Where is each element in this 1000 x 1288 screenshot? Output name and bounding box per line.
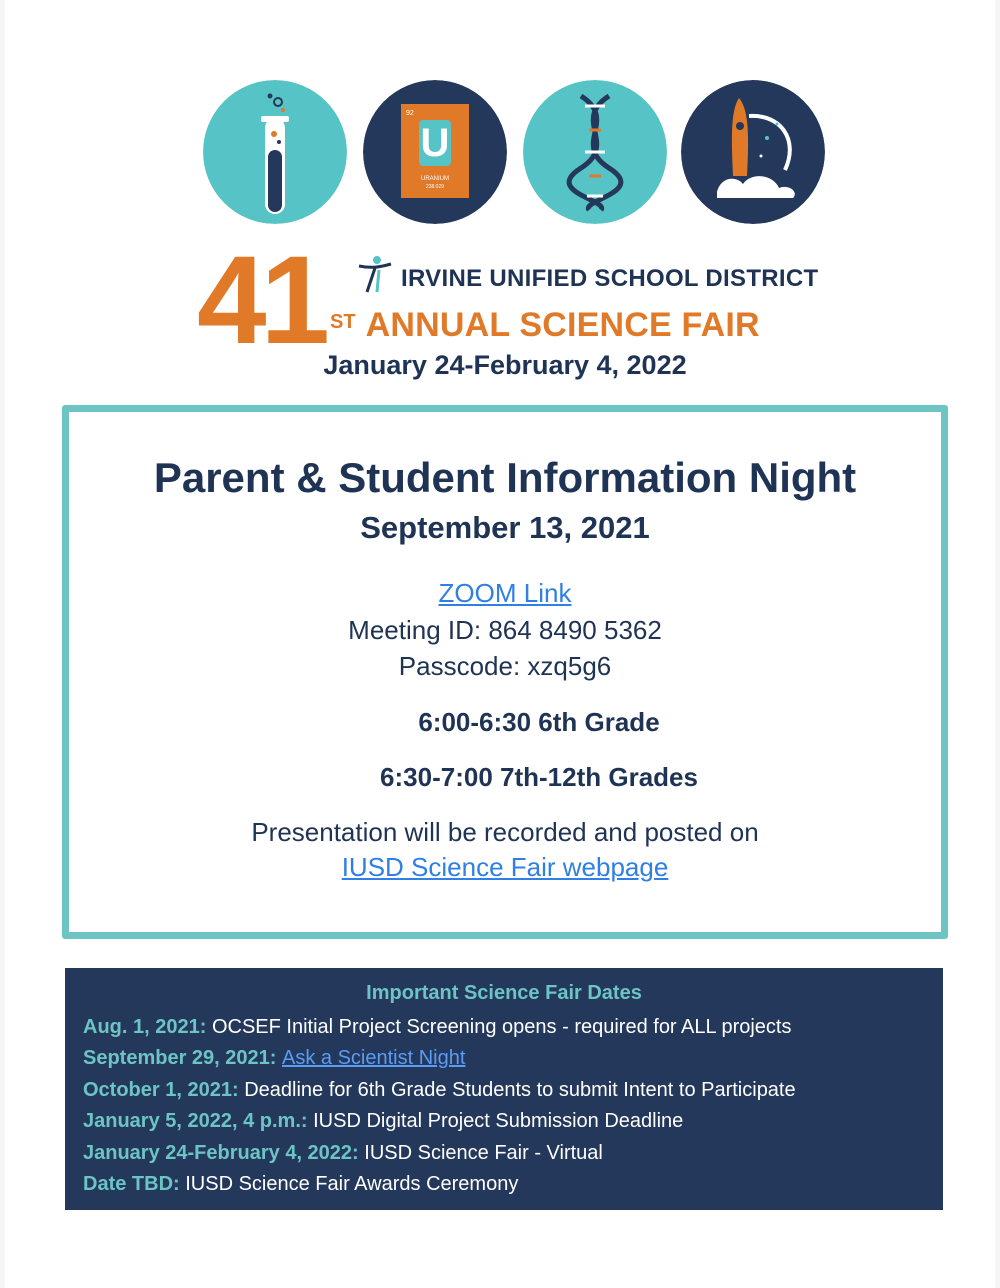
test-tube-icon [203, 80, 347, 224]
date-description: IUSD Digital Project Submission Deadline [313, 1110, 684, 1133]
rocket-launch-icon [681, 80, 825, 224]
meeting-id: Meeting ID: 864 8490 5362 [348, 615, 662, 645]
zoom-link[interactable]: ZOOM Link [438, 578, 572, 608]
date-separator: : [173, 1173, 186, 1196]
date-label: Date TBD [83, 1173, 174, 1196]
date-description: IUSD Science Fair Awards Ceremony [185, 1173, 519, 1196]
date-description: Deadline for 6th Grade Students to submit Intent to Participate [244, 1078, 796, 1101]
science-fair-webpage-link[interactable]: IUSD Science Fair webpage [341, 852, 669, 882]
recording-note: Presentation will be recorded and posted on [251, 817, 759, 847]
important-dates-panel [65, 968, 943, 1210]
session-7th-12th-grades: 6:30-7:00 7th-12th Grades [380, 762, 698, 792]
list-item [83, 1106, 796, 1137]
passcode: Passcode: xzq5g6 [398, 651, 612, 681]
fair-title: ANNUAL SCIENCE FAIR [365, 306, 760, 344]
session-6th-grade: 6:00-6:30 6th Grade [418, 707, 660, 737]
event-date: September 13, 2021 [360, 510, 650, 545]
important-dates-heading: Important Science Fair Dates [366, 982, 642, 1004]
date-description: OCSEF Initial Project Screening opens - required for ALL projects [211, 1016, 792, 1038]
uranium-number: 92 [406, 110, 414, 117]
flyer-page [5, 0, 995, 1288]
date-label: January 5, 2022, 4 p.m. [83, 1110, 301, 1133]
fair-dates: January 24-February 4, 2022 [323, 350, 687, 380]
uranium-symbol: U [420, 121, 450, 165]
list-item [83, 1012, 796, 1043]
list-item [83, 1138, 796, 1169]
webpage-link-line [69, 852, 941, 883]
info-night-box [62, 405, 948, 939]
ask-a-scientist-link[interactable]: Ask a Scientist Night [282, 1047, 466, 1070]
zoom-link-line [69, 578, 941, 609]
date-description: IUSD Science Fair - Virtual [364, 1141, 603, 1164]
iusd-figure-icon [357, 254, 393, 294]
list-item [83, 1043, 796, 1074]
science-icons-row [203, 80, 825, 224]
date-label: Aug. 1, 2021 [83, 1016, 200, 1038]
dna-helix-icon [523, 80, 667, 224]
date-separator: : [199, 1016, 212, 1038]
uranium-name: URANIUM [421, 176, 449, 182]
date-separator: : [300, 1110, 314, 1133]
date-separator: : [231, 1078, 245, 1101]
date-separator: : [269, 1047, 282, 1070]
date-label: October 1, 2021 [83, 1078, 232, 1101]
event-title: Parent & Student Information Night [153, 454, 857, 501]
district-name: IRVINE UNIFIED SCHOOL DISTRICT [401, 265, 819, 292]
fair-title-row [330, 306, 760, 344]
uranium-element-icon [363, 80, 507, 224]
date-label: January 24-February 4, 2022 [83, 1141, 353, 1164]
list-item [83, 1075, 796, 1106]
date-separator: : [352, 1141, 365, 1164]
anniversary-number: 41 [197, 231, 325, 370]
district-logo [357, 250, 818, 294]
date-label: September 29, 2021 [83, 1047, 270, 1070]
important-dates-list [83, 1012, 796, 1200]
ordinal-suffix: ST [330, 311, 356, 333]
list-item [83, 1169, 796, 1200]
uranium-mass: 238.029 [425, 184, 445, 190]
